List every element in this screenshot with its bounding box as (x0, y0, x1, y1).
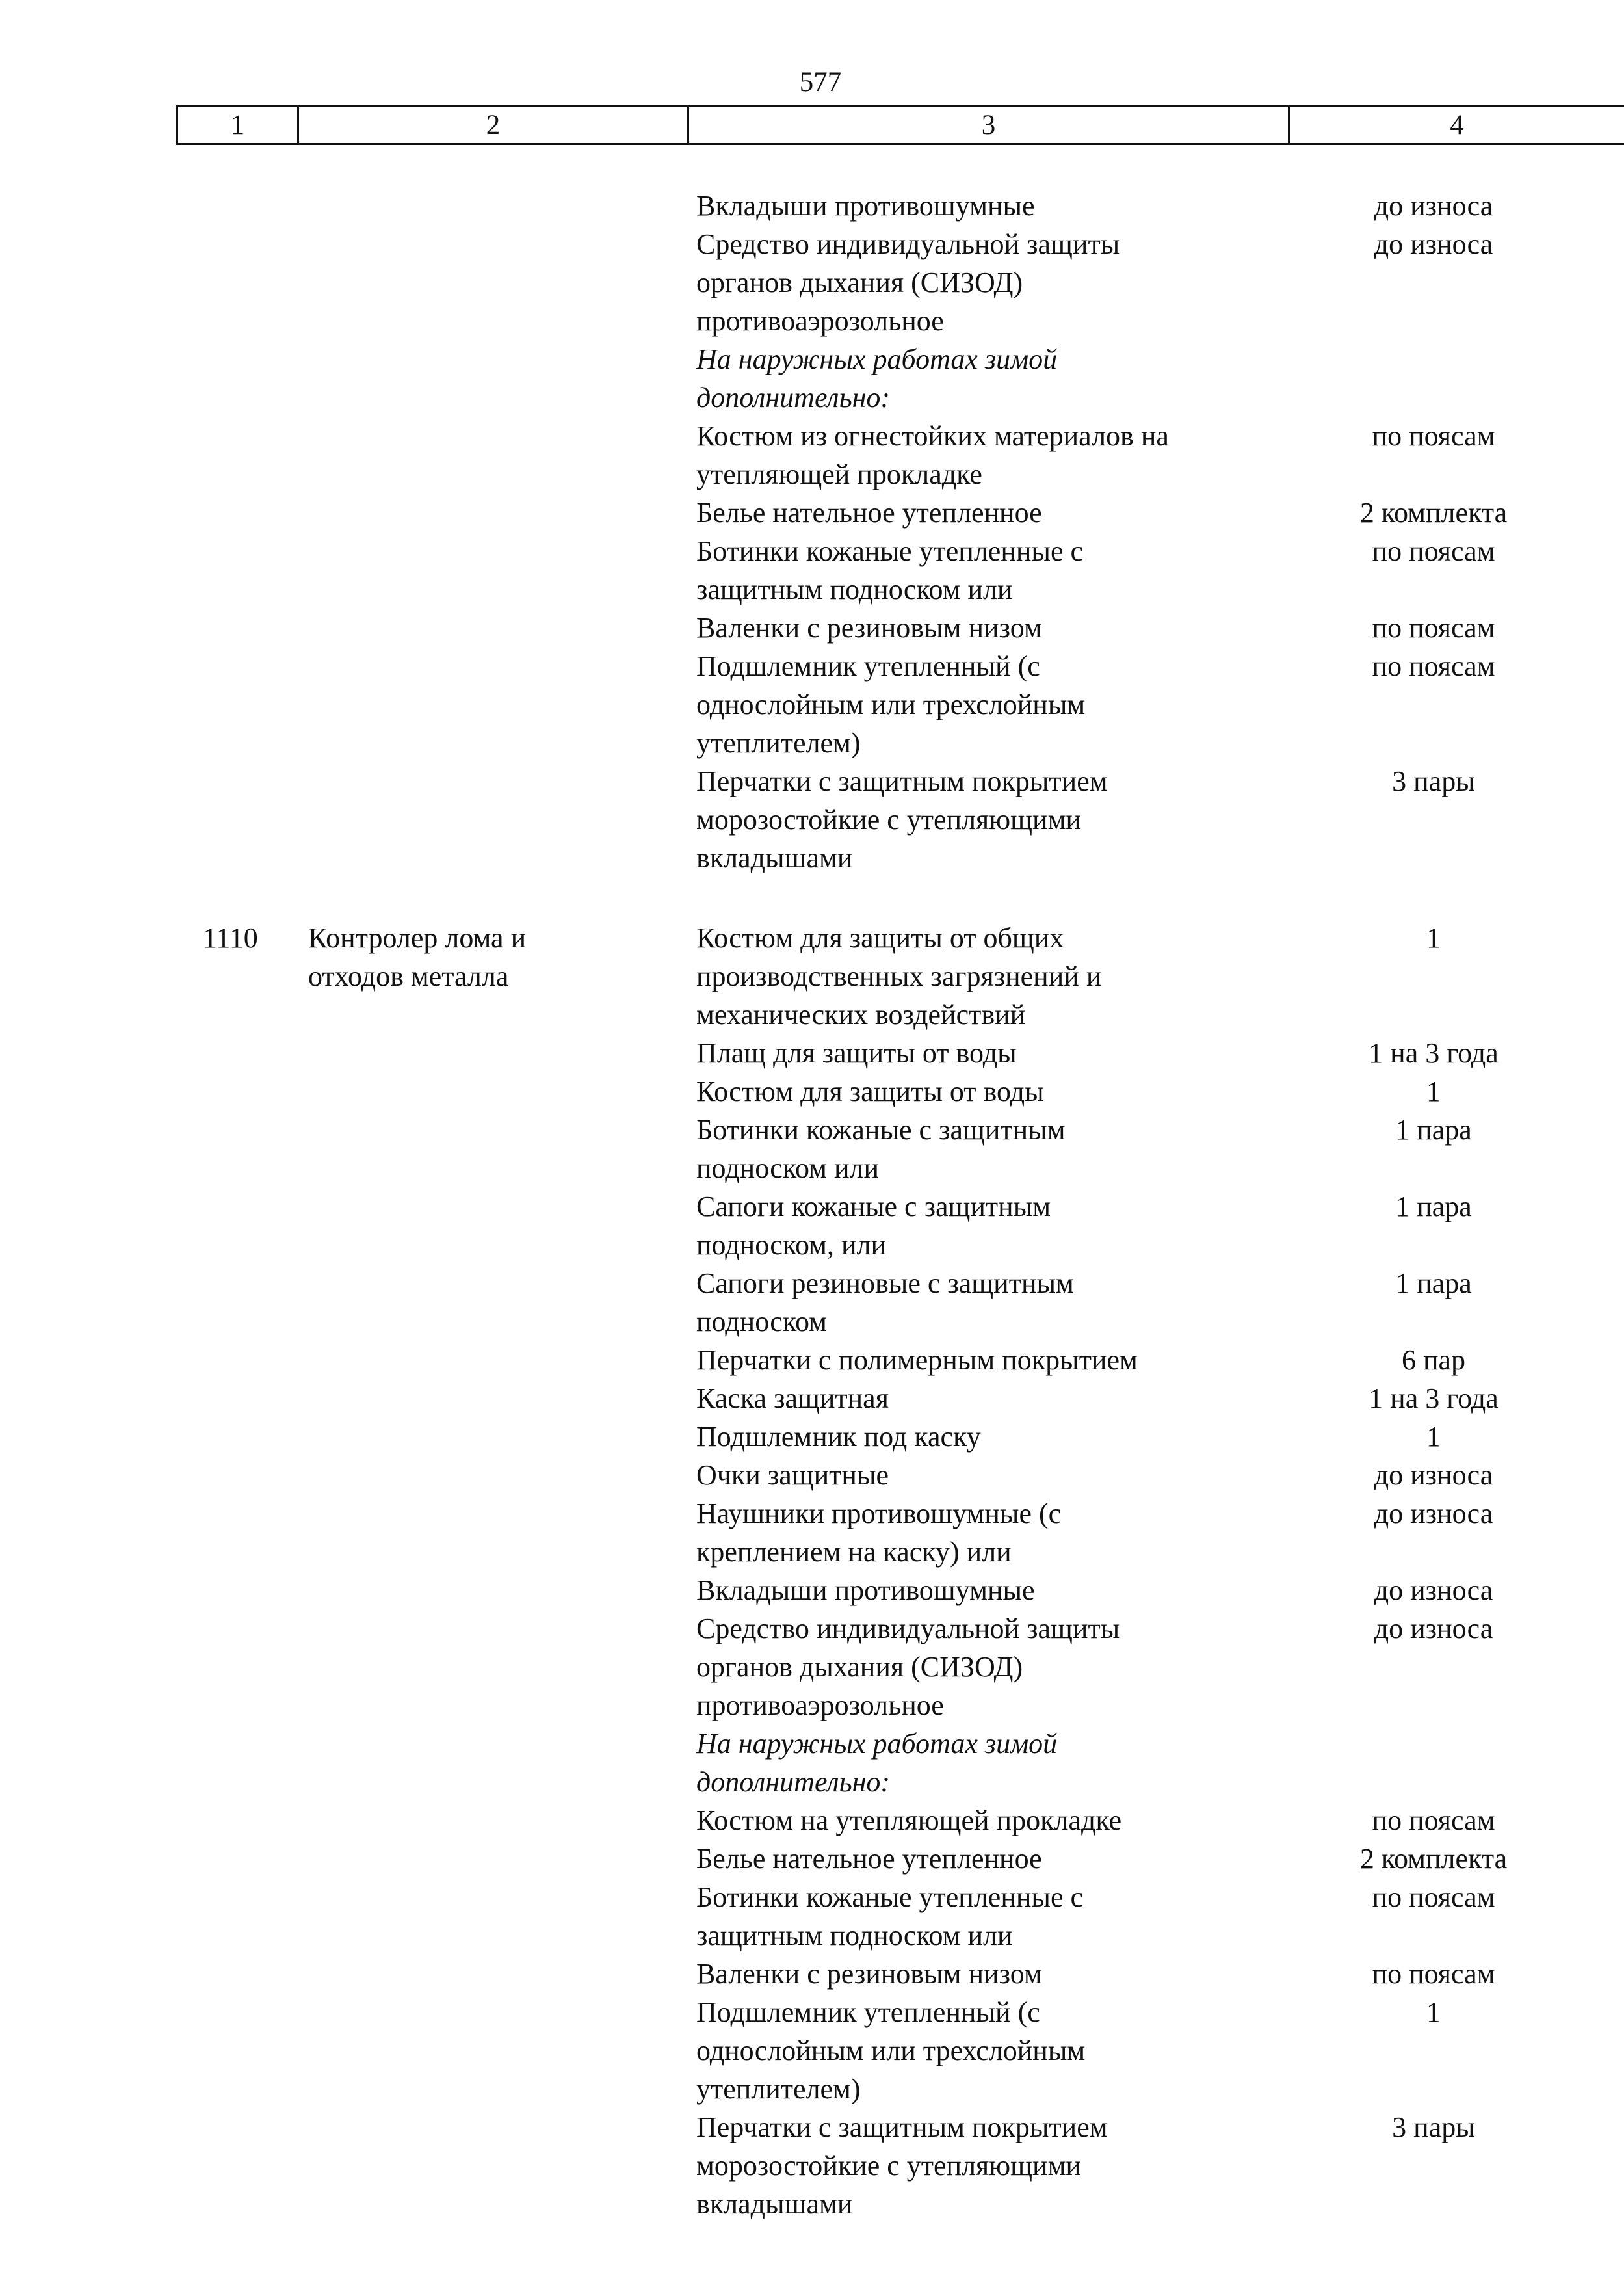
column-header-4: 4 (1288, 107, 1624, 143)
column-header-row (176, 105, 1624, 145)
ppe-item-name: Каска защитная (696, 1382, 889, 1414)
ppe-item-norm: до износа (1374, 1498, 1493, 1529)
ppe-item-norm: до износа (1374, 228, 1493, 260)
ppe-item-norm: по поясам (1372, 612, 1495, 644)
ppe-item-norm: по поясам (1372, 1804, 1495, 1836)
ppe-item-name: Подшлемник под каску (696, 1421, 981, 1453)
ppe-item-name: Белье нательное утепленное (696, 497, 1042, 529)
column-header-1: 1 (230, 109, 245, 140)
section-note: На наружных работах зимой дополнительно: (696, 343, 1058, 414)
ppe-item-norm: 1 пара (1395, 1191, 1472, 1222)
ppe-item-name: Белье нательное утепленное (696, 1843, 1042, 1875)
ppe-item-norm: до износа (1374, 1613, 1493, 1644)
ppe-item-norm: 1 (1426, 1996, 1441, 2028)
ppe-item-norm: по поясам (1372, 420, 1495, 452)
ppe-item-norm: 1 на 3 года (1369, 1382, 1499, 1414)
ppe-item-norm: до износа (1374, 1459, 1493, 1491)
ppe-item-norm: 1 на 3 года (1369, 1037, 1499, 1069)
ppe-item-norm: 1 (1426, 1421, 1441, 1453)
ppe-item-norm: до износа (1374, 1574, 1493, 1606)
ppe-item-name: Костюм из огнестойких материалов на утепляющей прокладке (696, 420, 1169, 490)
item-number: 1110 (203, 922, 258, 954)
page-number: 577 (799, 67, 842, 98)
ppe-item-name: Средство индивидуальной защиты органов дыхания (СИЗОД) противоаэрозольное (696, 1613, 1120, 1721)
ppe-item-norm: до износа (1374, 190, 1493, 222)
ppe-item-name: Перчатки с полимерным покрытием (696, 1344, 1138, 1376)
ppe-item-name: Средство индивидуальной защиты органов дыхания (СИЗОД) противоаэрозольное (696, 228, 1120, 337)
ppe-item-norm: 1 (1426, 922, 1441, 954)
ppe-item-norm: 2 комплекта (1359, 1843, 1508, 1875)
ppe-item-name: Валенки с резиновым низом (696, 1958, 1042, 1990)
ppe-item-name: Подшлемник утепленный (с однослойным или трехслойным утеплителем) (696, 1996, 1086, 2105)
section-note: На наружных работах зимой дополнительно: (696, 1728, 1058, 1798)
ppe-item-name: Ботинки кожаные с защитным подноском или (696, 1114, 1066, 1184)
ppe-item-norm: 3 пары (1392, 2111, 1475, 2143)
ppe-item-name: Вкладыши противошумные (696, 190, 1035, 222)
ppe-item-name: Перчатки с защитным покрытием морозостойкие с утепляющими вкладышами (696, 2111, 1108, 2220)
ppe-item-norm: по поясам (1372, 1958, 1495, 1990)
ppe-item-name: Вкладыши противошумные (696, 1574, 1035, 1606)
ppe-item-norm: 1 пара (1395, 1267, 1472, 1299)
ppe-item-name: Костюм для защиты от общих производственных загрязнений и механических воздействий (696, 922, 1102, 1031)
ppe-item-name: Ботинки кожаные утепленные с защитным подноском или (696, 535, 1084, 605)
ppe-item-name: Костюм для защиты от воды (696, 1075, 1044, 1107)
ppe-item-norm: по поясам (1372, 650, 1495, 682)
ppe-item-name: Подшлемник утепленный (с однослойным или трехслойным утеплителем) (696, 650, 1086, 759)
ppe-item-name: Сапоги резиновые с защитным подноском (696, 1267, 1074, 1338)
ppe-item-name: Валенки с резиновым низом (696, 612, 1042, 644)
profession-name: Контролер лома и отходов металла (308, 922, 527, 992)
ppe-item-name: Сапоги кожаные с защитным подноском, или (696, 1191, 1051, 1261)
ppe-item-norm: по поясам (1372, 535, 1495, 567)
ppe-item-name: Наушники противошумные (с креплением на каску) или (696, 1498, 1062, 1568)
column-header-3: 3 (687, 107, 1288, 143)
ppe-item-name: Плащ для защиты от воды (696, 1037, 1017, 1069)
column-header-2: 2 (297, 107, 687, 143)
ppe-item-norm: 1 (1426, 1075, 1441, 1107)
ppe-item-name: Перчатки с защитным покрытием морозостойкие с утепляющими вкладышами (696, 765, 1108, 874)
ppe-item-name: Ботинки кожаные утепленные с защитным подноском или (696, 1881, 1084, 1951)
ppe-item-norm: 3 пары (1392, 765, 1475, 797)
ppe-item-norm: 6 пар (1401, 1344, 1466, 1376)
ppe-item-norm: 2 комплекта (1359, 497, 1508, 529)
ppe-item-norm: по поясам (1372, 1881, 1495, 1913)
ppe-item-norm: 1 пара (1395, 1114, 1472, 1146)
ppe-item-name: Костюм на утепляющей прокладке (696, 1804, 1122, 1836)
ppe-item-name: Очки защитные (696, 1459, 889, 1491)
